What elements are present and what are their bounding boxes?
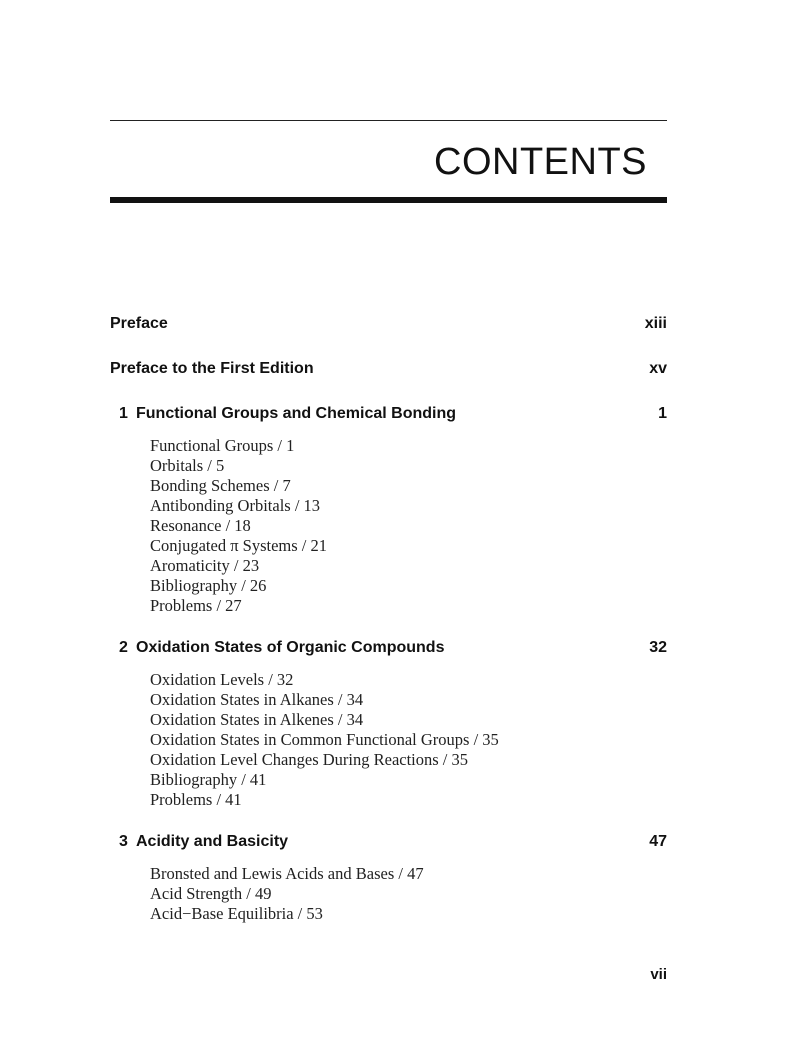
- section-entry[interactable]: Acid−Base Equilibria / 53: [150, 904, 323, 923]
- section-entry[interactable]: Conjugated π Systems / 21: [150, 536, 327, 555]
- entry-label: Preface: [110, 315, 168, 332]
- chapter-page: 47: [649, 833, 667, 850]
- top-rule: [110, 120, 667, 121]
- section-entry[interactable]: Bonding Schemes / 7: [150, 476, 291, 495]
- entry-label: Preface to the First Edition: [110, 360, 314, 377]
- page-title: CONTENTS: [434, 141, 647, 183]
- section-entry[interactable]: Oxidation States in Alkanes / 34: [150, 690, 364, 709]
- toc-chapter-3[interactable]: [110, 830, 667, 854]
- section-entry[interactable]: Oxidation States in Alkenes / 34: [150, 710, 364, 729]
- toc-list: [110, 312, 667, 944]
- chapter-title: Oxidation States of Organic Compounds: [136, 639, 445, 656]
- page-number: vii: [650, 966, 667, 983]
- section-entry[interactable]: Problems / 27: [150, 596, 242, 615]
- section-entry[interactable]: Functional Groups / 1: [150, 436, 295, 455]
- chapter-title: Acidity and Basicity: [136, 833, 289, 850]
- chapter-heading: [119, 402, 456, 426]
- chapter-heading: [119, 830, 288, 854]
- section-entry[interactable]: Bibliography / 41: [150, 770, 267, 789]
- chapter-2-sections: [150, 670, 667, 810]
- chapter-page: 32: [649, 639, 667, 656]
- section-entry[interactable]: Antibonding Orbitals / 13: [150, 496, 321, 515]
- section-entry[interactable]: Oxidation Level Changes During Reactions / 35: [150, 750, 469, 769]
- toc-chapter-2[interactable]: [110, 636, 667, 660]
- chapter-number: 1: [119, 405, 128, 422]
- section-entry[interactable]: Oxidation States in Common Functional Groups / 35: [150, 730, 499, 749]
- chapter-number: 3: [119, 833, 128, 850]
- section-entry[interactable]: Acid Strength / 49: [150, 884, 272, 903]
- section-entry[interactable]: Oxidation Levels / 32: [150, 670, 294, 689]
- section-entry[interactable]: Orbitals / 5: [150, 456, 225, 475]
- entry-page: xv: [649, 360, 667, 377]
- chapter-page: 1: [658, 405, 667, 422]
- section-entry[interactable]: Bibliography / 26: [150, 576, 267, 595]
- section-entry[interactable]: Problems / 41: [150, 790, 242, 809]
- toc-entry-preface[interactable]: [110, 312, 667, 336]
- chapter-heading: [119, 636, 444, 660]
- toc-entry-preface-first-edition[interactable]: [110, 357, 667, 381]
- chapter-1-sections: [150, 436, 667, 616]
- entry-page: xiii: [644, 315, 667, 332]
- section-entry[interactable]: Aromaticity / 23: [150, 556, 260, 575]
- chapter-title: Functional Groups and Chemical Bonding: [136, 405, 457, 422]
- section-entry[interactable]: Bronsted and Lewis Acids and Bases / 47: [150, 864, 424, 883]
- title-underline-rule: [110, 197, 667, 203]
- chapter-number: 2: [119, 639, 128, 656]
- toc-chapter-1[interactable]: [110, 402, 667, 426]
- chapter-3-sections: [150, 864, 667, 924]
- section-entry[interactable]: Resonance / 18: [150, 516, 251, 535]
